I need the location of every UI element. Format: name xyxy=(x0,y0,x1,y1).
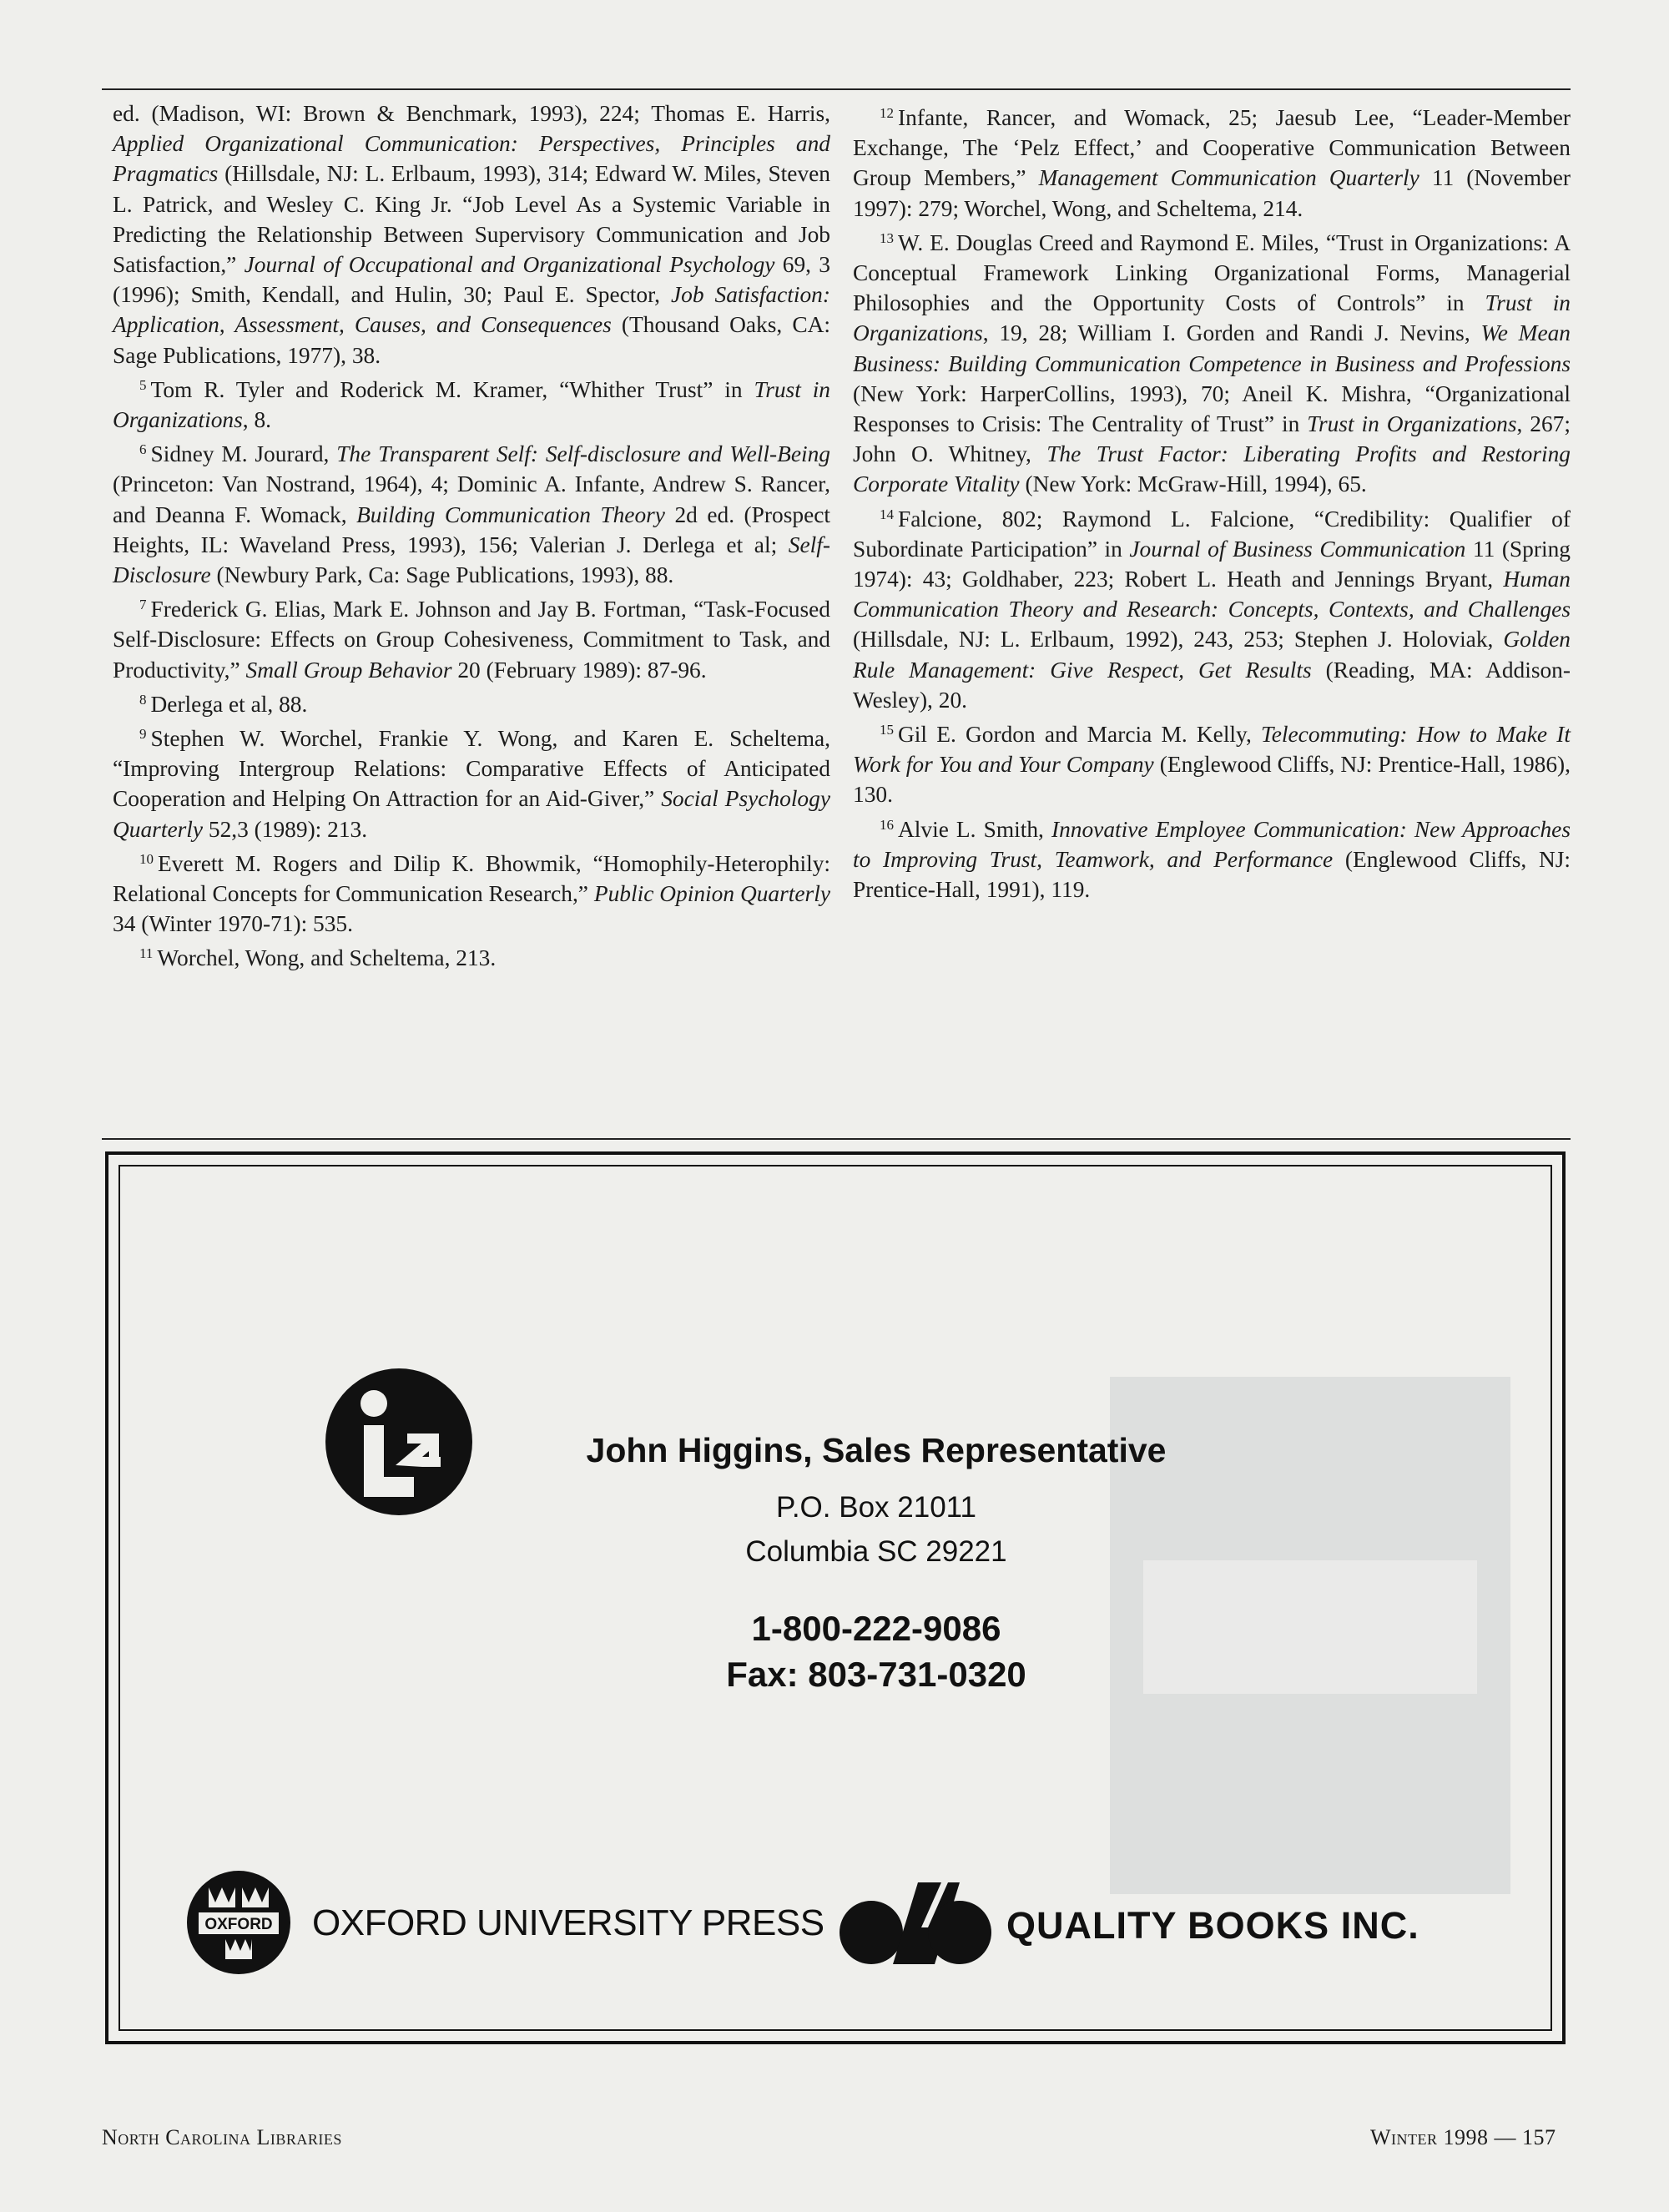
footnote-number: 15 xyxy=(880,722,894,738)
footnote xyxy=(853,98,1571,224)
footnote-number: 10 xyxy=(139,850,154,867)
footnote xyxy=(853,224,1571,500)
footnote-number: 14 xyxy=(880,506,894,522)
footnote-number: 7 xyxy=(139,597,147,613)
oxford-crest-icon xyxy=(185,1869,292,1976)
footnote-text: W. E. Douglas Creed and Raymond E. Miles, “Trust in Organizations: A Conceptual Framework Linking Organizational Forms, Managerial Philosophies and the Opportunity Costs of Controls” in Trust in Organizations, 19, 28; William I. Gorden and Randi J. Nevins, We Mean Business: Building Communication Competence in Business and Professions (New York: HarperCollins, 1993), 70; Aneil K. Mishra, “Organizational Responses to Crisis: The Centrality of Trust” in Trust in Organizations, 267; John O. Whitney, The Trust Factor: Liberating Profits and Restoring Corporate Vitality (New York: McGraw-Hill, 1994), 65. xyxy=(853,229,1571,497)
footnote-number: 11 xyxy=(139,945,154,962)
footer-journal-name: North Carolina Libraries xyxy=(102,2125,342,2149)
footnote-text: Infante, Rancer, and Womack, 25; Jaesub Lee, “Leader-Member Exchange, The ‘Pelz Effect,’ and Cooperative Communication Between Group Members,” Management Communication Quarterly 11 (November 1997): 279; Worchel, Wong, and Scheltema, 214. xyxy=(853,105,1571,221)
footnote xyxy=(113,844,830,940)
footnote-number: 12 xyxy=(880,105,894,121)
address-line-2: Columbia SC 29221 xyxy=(745,1535,1007,1568)
fax-number: Fax: 803-731-0320 xyxy=(726,1655,1026,1694)
address-line-1: P.O. Box 21011 xyxy=(776,1491,976,1524)
footnote xyxy=(113,98,830,370)
footnote xyxy=(113,719,830,844)
quality-books-logo-icon xyxy=(834,1877,993,1969)
footnote xyxy=(113,939,830,973)
footnote-number: 5 xyxy=(139,376,147,393)
footer-issue-page: Winter 1998 — 157 xyxy=(1370,2125,1556,2149)
footnote-text: Frederick G. Elias, Mark E. Johnson and Jay B. Fortman, “Task-Focused Self-Disclosure: Effects on Group Cohesiveness, Commitment to Task, and Productivity,” Small Group Behavior 20 (February 1989): 87-96. xyxy=(113,597,830,683)
footnote-text: ed. (Madison, WI: Brown & Benchmark, 1993), 224; Thomas E. Harris, Applied Organizational Communication: Perspectives, Principles and Pragmatics (Hillsdale, NJ: L. Erlbaum, 1993), 314; Edward W. Miles, Steven L. Patrick, and Wesley C. King Jr. “Job Level As a Systemic Variable in Predicting the Relationship Between Supervisory Communication and Job Satisfaction,” Journal of Occupational and Organizational Psychology 69, 3 (1996); Smith, Kendall, and Hulin, 30; Paul E. Spector, Job Satisfaction: Application, Assessment, Causes, and Consequences (Thousand Oaks, CA: Sage Publications, 1977), 38. xyxy=(113,101,830,368)
footnote-number: 8 xyxy=(139,691,147,708)
oxford-university-press-label: OXFORD UNIVERSITY PRESS xyxy=(312,1902,824,1943)
footnote xyxy=(113,370,830,435)
footnote xyxy=(113,435,830,590)
sales-rep-name: John Higgins, Sales Representative xyxy=(586,1431,1167,1469)
footnote-number: 16 xyxy=(880,816,894,833)
footnote-number: 6 xyxy=(139,441,147,458)
footnote xyxy=(853,500,1571,715)
footnote-text: Gil E. Gordon and Marcia M. Kelly, Telecommuting: How to Make It Work for You and Your Company (Englewood Cliffs, NJ: Prentice-Hall, 1986), 130. xyxy=(853,722,1571,808)
footnote-text: Falcione, 802; Raymond L. Falcione, “Credibility: Qualifier of Subordinate Participation” in Journal of Business Communication 11 (Spring 1974): 43; Goldhaber, 223; Robert L. Heath and Jennings Bryant, Human Communication Theory and Research: Concepts, Contexts, and Challenges (Hillsdale, NJ: L. Erlbaum, 1992), 243, 253; Stephen J. Holoviak, Golden Rule Management: Give Respect, Get Results (Reading, MA: Addison-Wesley), 20. xyxy=(853,506,1571,713)
footnote-text: Alvie L. Smith, Innovative Employee Communication: New Approaches to Improving Trust, Teamwork, and Performance (Englewood Cliffs, NJ: Prentice-Hall, 1991), 119. xyxy=(853,816,1571,903)
footnote xyxy=(853,810,1571,905)
oxford-crest-text: OXFORD xyxy=(204,1916,273,1933)
footnote-number: 9 xyxy=(139,726,147,743)
footnote-text: Stephen W. Worchel, Frankie Y. Wong, and Karen E. Scheltema, “Improving Intergroup Relations: Comparative Effects of Anticipated Cooperation and Helping On Attraction for an Aid-Giver,” Social Psychology Quarterly 52,3 (1989): 213. xyxy=(113,726,830,842)
section-rule xyxy=(102,1138,1571,1140)
footnote-text: Sidney M. Jourard, The Transparent Self: Self-disclosure and Well-Being (Princeton: Van Nostrand, 1964), 4; Dominic A. Infante, Andrew S. Rancer, and Deanna F. Womack, Building Communication Theory 2d ed. (Prospect Heights, IL: Waveland Press, 1993), 156; Valerian J. Derlega et al; Self-Disclosure (Newbury Park, Ca: Sage Publications, 1993), 88. xyxy=(113,441,830,588)
footnote xyxy=(113,685,830,719)
footnotes-right-column xyxy=(853,98,1571,904)
info-logo-icon xyxy=(324,1367,474,1517)
footnote xyxy=(113,590,830,685)
footnote-text: Worchel, Wong, and Scheltema, 213. xyxy=(157,945,497,971)
footnotes-left-column xyxy=(113,98,830,974)
footnote-text: Derlega et al, 88. xyxy=(150,691,308,717)
footnote-text: Everett M. Rogers and Dilip K. Bhowmik, “Homophily-Heterophily: Relational Concepts for Communication Research,” Public Opinion Quarterly 34 (Winter 1970-71): 535. xyxy=(113,850,830,937)
top-rule xyxy=(102,88,1571,90)
quality-books-label: QUALITY BOOKS INC. xyxy=(1006,1904,1419,1947)
footnote-text: Tom R. Tyler and Roderick M. Kramer, “Whither Trust” in Trust in Organizations, 8. xyxy=(113,376,831,433)
footnote-number: 13 xyxy=(880,229,894,246)
phone-number: 1-800-222-9086 xyxy=(751,1609,1001,1648)
footnote xyxy=(853,715,1571,810)
